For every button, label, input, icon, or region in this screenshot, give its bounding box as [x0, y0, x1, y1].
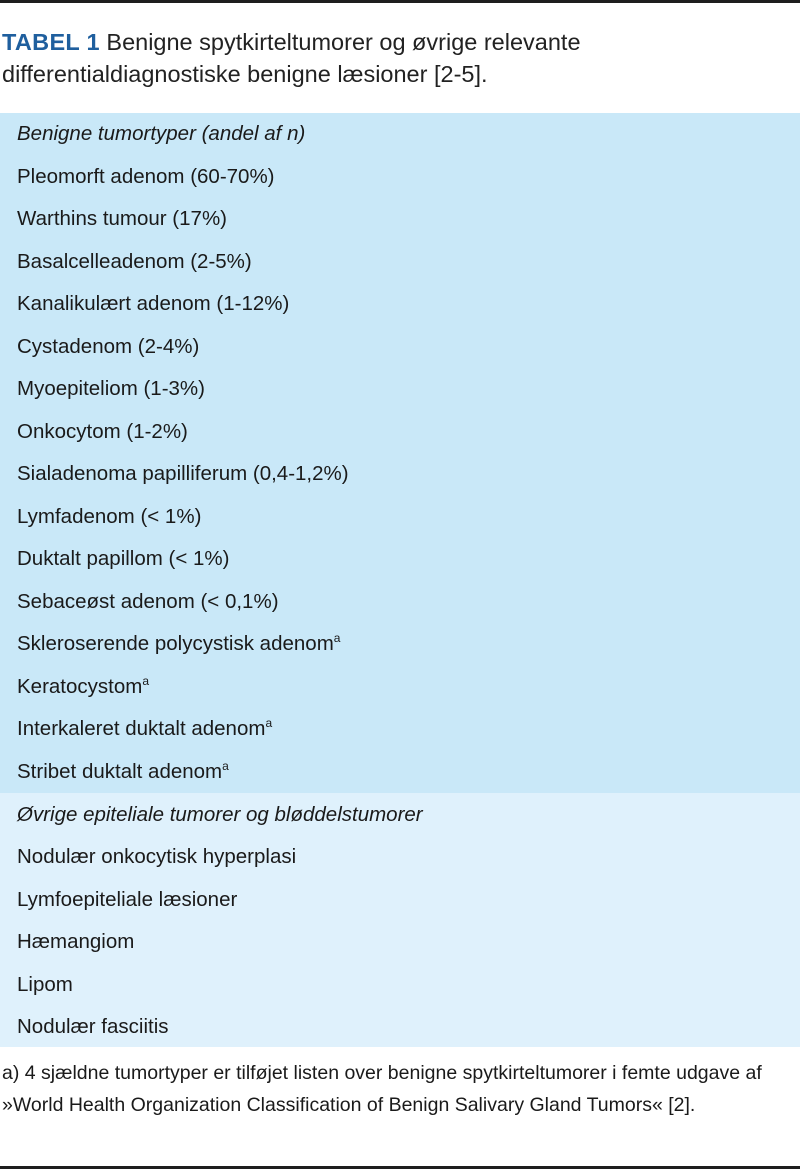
footnote-marker: a	[142, 674, 150, 688]
footnote-marker: a	[265, 716, 273, 730]
table-row: Pleomorft adenom (60-70%)	[17, 165, 275, 188]
table-row: Sialadenoma papilliferum (0,4-1,2%)	[17, 462, 349, 485]
table-caption	[2, 26, 792, 90]
table-row: Warthins tumour (17%)	[17, 207, 227, 230]
table-row: Hæmangiom	[17, 930, 135, 953]
table-row: Sebaceøst adenom (< 0,1%)	[17, 590, 279, 613]
footnote-marker: a	[333, 631, 341, 645]
table-row: Lymfadenom (< 1%)	[17, 505, 202, 528]
table-row: Skleroserende polycystisk adenom$^a$	[17, 631, 341, 655]
bottom-rule	[0, 1166, 800, 1169]
caption-text: Benigne spytkirteltumorer og øvrige relevante differentialdiagnostiske benigne læsioner [2-5].	[2, 29, 581, 87]
table-row: Cystadenom (2-4%)	[17, 335, 200, 358]
table-row: Nodulær fasciitis	[17, 1015, 169, 1038]
footnote-marker: a	[222, 759, 229, 773]
table-row: Lipom	[17, 973, 73, 996]
table-row: Nodulær onkocytisk hyperplasi	[17, 845, 297, 868]
table-label: TABEL 1	[2, 29, 100, 55]
section-header-benign: Benigne tumortyper (andel af n)	[17, 122, 306, 145]
section-header-other: Øvrige epiteliale tumorer og bløddelstumorer	[17, 803, 423, 826]
table-row: Keratocystom$^a$	[17, 674, 150, 698]
other-lesions-section	[0, 793, 800, 1047]
table-row: Kanalikulært adenom (1-12%)	[17, 292, 290, 315]
table-row: Basalcelleadenom (2-5%)	[17, 250, 252, 273]
top-rule	[0, 0, 800, 3]
table-row: Lymfoepiteliale læsioner	[17, 888, 238, 911]
table-footnote: a) 4 sjældne tumortyper er tilføjet listen over benigne spytkirteltumorer i femte udgave af »World Health Organization Classification of Benign Salivary Gland Tumors« [2].	[2, 1062, 762, 1116]
table-row: Interkaleret duktalt adenom$^a$	[17, 716, 273, 740]
table-row: Duktalt papillom (< 1%)	[17, 547, 230, 570]
table-row: Stribet duktalt adenom$^a$	[17, 759, 229, 783]
table-row: Onkocytom (1-2%)	[17, 420, 188, 443]
table-row: Myoepiteliom (1-3%)	[17, 377, 205, 400]
